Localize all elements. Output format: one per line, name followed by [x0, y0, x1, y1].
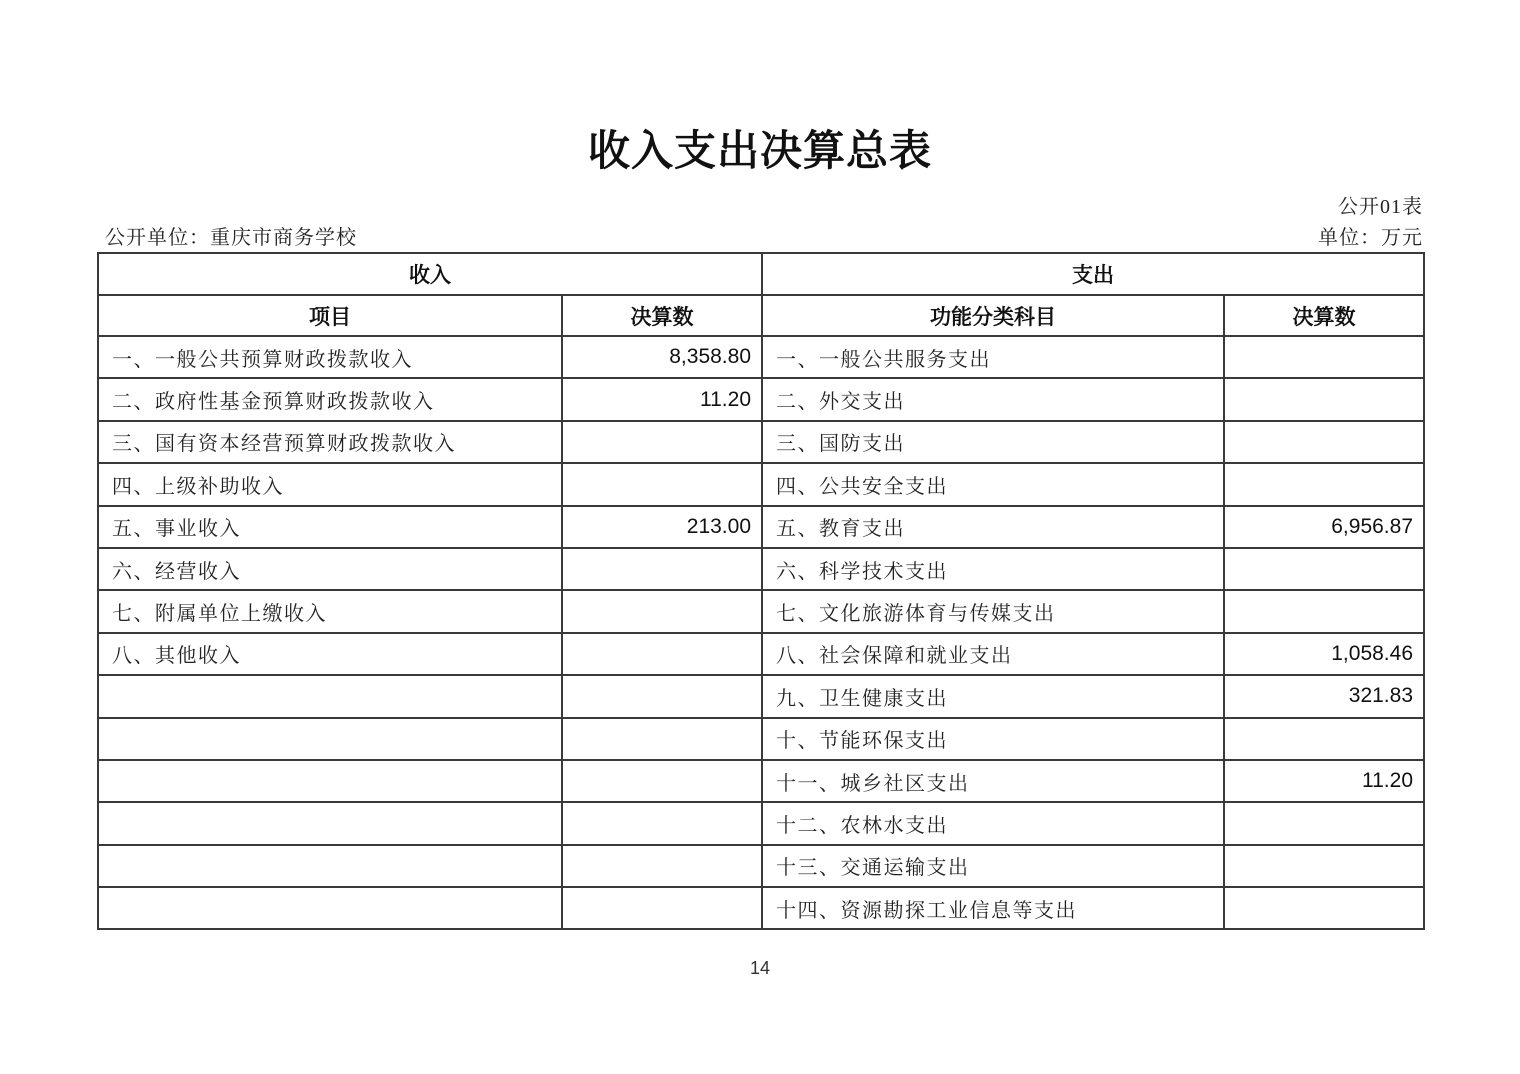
expense-item-label: 二、外交支出	[762, 378, 1224, 420]
income-item-value	[562, 590, 762, 632]
income-item-value	[562, 760, 762, 802]
expense-item-label: 七、文化旅游体育与传媒支出	[762, 590, 1224, 632]
income-item-value	[562, 675, 762, 717]
table-row	[98, 633, 1424, 675]
income-item-label	[98, 887, 562, 929]
table-row	[98, 548, 1424, 590]
income-item-value	[562, 633, 762, 675]
page-title: 收入支出决算总表	[587, 127, 932, 174]
expense-item-column-header: 功能分类科目	[762, 295, 1224, 336]
income-item-value	[562, 718, 762, 760]
expense-item-value	[1224, 548, 1424, 590]
table-row	[98, 802, 1424, 844]
income-item-value: 8,358.80	[562, 336, 762, 378]
income-item-value	[562, 845, 762, 887]
income-item-value	[562, 548, 762, 590]
expense-item-value	[1224, 463, 1424, 505]
table-row	[98, 336, 1424, 378]
income-item-label	[98, 760, 562, 802]
income-amount-column-header: 决算数	[562, 295, 762, 336]
expense-item-value	[1224, 421, 1424, 463]
income-item-value: 213.00	[562, 506, 762, 548]
expense-item-label: 四、公共安全支出	[762, 463, 1224, 505]
income-item-label: 六、经营收入	[98, 548, 562, 590]
income-section-header: 收入	[98, 253, 762, 295]
income-item-label: 一、一般公共预算财政拨款收入	[98, 336, 562, 378]
table-row	[98, 887, 1424, 929]
income-item-label: 四、上级补助收入	[98, 463, 562, 505]
income-item-label	[98, 802, 562, 844]
expense-item-value	[1224, 802, 1424, 844]
income-item-label	[98, 675, 562, 717]
table-row	[98, 760, 1424, 802]
income-item-value	[562, 463, 762, 505]
expense-item-label: 九、卫生健康支出	[762, 675, 1224, 717]
table-row	[98, 590, 1424, 632]
expense-item-label: 十三、交通运输支出	[762, 845, 1224, 887]
table-row	[98, 378, 1424, 420]
income-item-label: 五、事业收入	[98, 506, 562, 548]
expense-item-label: 五、教育支出	[762, 506, 1224, 548]
income-item-label: 七、附属单位上缴收入	[98, 590, 562, 632]
expense-item-label: 三、国防支出	[762, 421, 1224, 463]
expense-section-header: 支出	[762, 253, 1424, 295]
expense-item-label: 六、科学技术支出	[762, 548, 1224, 590]
income-item-value	[562, 421, 762, 463]
expense-item-value	[1224, 378, 1424, 420]
table-row	[98, 718, 1424, 760]
table-section-header-row	[98, 253, 1424, 295]
income-item-label	[98, 845, 562, 887]
income-item-label: 三、国有资本经营预算财政拨款收入	[98, 421, 562, 463]
unit-note: 单位：万元	[1318, 227, 1423, 249]
expense-item-value: 1,058.46	[1224, 633, 1424, 675]
expense-item-value: 11.20	[1224, 760, 1424, 802]
expense-item-value	[1224, 887, 1424, 929]
table-row	[98, 675, 1424, 717]
income-item-column-header: 项目	[98, 295, 562, 336]
expense-item-label: 十一、城乡社区支出	[762, 760, 1224, 802]
income-item-value	[562, 887, 762, 929]
expense-item-value	[1224, 718, 1424, 760]
publisher-label: 公开单位：重庆市商务学校	[105, 227, 357, 249]
table-row	[98, 421, 1424, 463]
income-item-label: 二、政府性基金预算财政拨款收入	[98, 378, 562, 420]
expense-item-value	[1224, 590, 1424, 632]
summary-table	[97, 252, 1425, 930]
income-item-label: 八、其他收入	[98, 633, 562, 675]
expense-item-value: 321.83	[1224, 675, 1424, 717]
expense-item-value	[1224, 845, 1424, 887]
income-item-value	[562, 802, 762, 844]
expense-item-label: 一、一般公共服务支出	[762, 336, 1224, 378]
expense-item-value	[1224, 336, 1424, 378]
expense-item-label: 十二、农林水支出	[762, 802, 1224, 844]
page-number: 14	[749, 958, 771, 978]
expense-item-label: 八、社会保障和就业支出	[762, 633, 1224, 675]
income-item-value: 11.20	[562, 378, 762, 420]
table-column-header-row	[98, 295, 1424, 336]
table-row	[98, 506, 1424, 548]
table-row	[98, 845, 1424, 887]
income-item-label	[98, 718, 562, 760]
table-code: 公开01表	[1338, 196, 1423, 218]
expense-item-label: 十、节能环保支出	[762, 718, 1224, 760]
expense-amount-column-header: 决算数	[1224, 295, 1424, 336]
expense-item-label: 十四、资源勘探工业信息等支出	[762, 887, 1224, 929]
expense-item-value: 6,956.87	[1224, 506, 1424, 548]
table-row	[98, 463, 1424, 505]
